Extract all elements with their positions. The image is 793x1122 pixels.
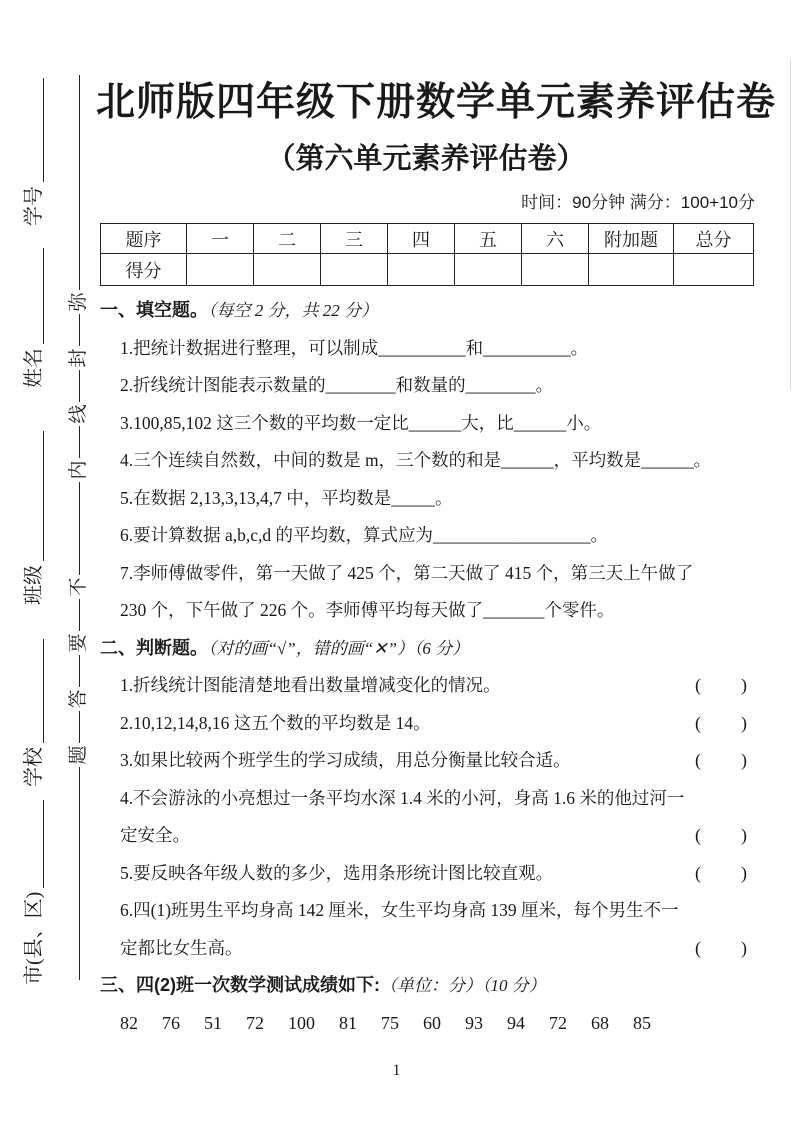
score-row-label: 得分 [101,254,187,286]
exam-title: 北师版四年级下册数学单元素养评估卷 [96,81,777,124]
seal-char: 答 [68,689,89,709]
bracket-close: ) [741,937,747,958]
section-two-heading [100,630,755,668]
fill-item-1: 1.把统计数据进行整理，可以制成__________和__________。 [120,337,589,358]
class-label: 班级 [23,565,45,605]
score-table-header-cell: 六 [522,224,589,254]
student-number-label: 学号 [23,186,45,226]
score-value: 68 [591,1012,609,1033]
seal-char: 弥 [68,292,89,312]
scan-edge-artifact [790,60,791,390]
section-one-heading [100,292,755,330]
score-value: 93 [465,1012,483,1033]
judgment-item-text: 2.10,12,14,8,16 这五个数的平均数是 14。 [120,712,431,733]
seal-line-segment [79,482,80,575]
score-entry-cell [187,254,254,286]
score-entry-cell [589,254,674,286]
score-value: 76 [162,1012,180,1033]
bracket-open: ( [695,825,701,845]
score-value: 72 [246,1012,264,1033]
score-table-header-cell: 总分 [674,224,754,254]
answer-bracket [695,667,747,705]
answer-bracket [695,742,747,780]
bracket-open: ( [695,675,701,695]
seal-line-segment [79,426,80,458]
seal-char: 线 [68,404,89,424]
city-county-district-blank-line [20,800,44,888]
name-blank-line [20,248,44,344]
exam-subtitle: （第六单元素养评估卷） [266,143,586,175]
score-table-header-row [101,224,754,254]
seal-line-segment [79,767,80,980]
name-label: 姓名 [23,348,45,388]
answer-bracket [695,817,747,855]
judgment-item-1 [100,667,755,705]
score-table-header-cell: 二 [254,224,321,254]
judgment-item-6 [100,892,755,967]
bracket-close: ) [741,862,747,883]
seal-char: 要 [68,633,89,653]
school-blank-line [20,639,44,743]
judgment-item-text: 6.四(1)班男生平均身高 142 厘米，女生平均身高 139 厘米，每个男生不一定都比女生高。 [120,900,679,958]
section-two-note: （对的画“√”，错的画“✕”）（6 分） [208,638,470,658]
score-value: 72 [549,1012,567,1033]
fill-item-3: 3.100,85,102 这三个数的平均数一定比______大，比______小。 [120,412,602,433]
seal-line-segment [79,599,80,631]
sidebar-field-city-county-district [20,800,46,985]
seal-line-segment [79,655,80,687]
bracket-close: ) [741,712,747,733]
seal-char: 不 [68,577,89,597]
school-label: 学校 [23,747,45,787]
bracket-close: ) [741,825,747,845]
score-table-header-cell: 三 [321,224,388,254]
score-value: 60 [423,1012,441,1033]
answer-bracket [695,705,747,743]
bracket-open: ( [695,937,701,958]
bracket-open: ( [695,712,701,733]
exam-time-score-info: 时间：90分钟 满分：100+10分 [521,193,755,212]
score-table [100,223,754,286]
score-value: 100 [288,1012,315,1033]
score-value: 81 [339,1012,357,1033]
answer-bracket [695,855,747,893]
seal-char: 内 [68,460,89,480]
bracket-open: ( [695,750,701,770]
bracket-close: ) [741,750,747,770]
score-entry-cell [254,254,321,286]
judgment-item-text: 3.如果比较两个班学生的学习成绩，用总分衡量比较合适。 [120,750,571,770]
city-county-district-label: 市(县、区) [23,891,45,985]
score-table-header-cell: 附加题 [589,224,674,254]
score-table-header-cell: 五 [455,224,522,254]
sidebar-field-school [20,639,46,787]
bracket-close: ) [741,675,747,695]
score-entry-cell [522,254,589,286]
score-value: 85 [633,1012,651,1033]
fill-item-6: 6.要计算数据 a,b,c,d 的平均数，算式应为__________________。 [120,525,609,545]
seal-line-segment [79,711,80,743]
score-entry-cell [455,254,522,286]
section-one-title: 一、填空题。 [100,300,208,320]
judgment-item-text: 5.要反映各年级人数的多少，选用条形统计图比较直观。 [120,862,554,883]
seal-char: 封 [68,348,89,368]
seal-line-segment [79,370,80,402]
sidebar-field-name [20,248,46,388]
sidebar-field-class [20,431,46,605]
fill-item-7: 7.李师傅做零件，第一天做了 425 个，第二天做了 415 个，第三天上午做了 230 个，下午做了 226 个。李师傅平均每天做了_______个零件。 [120,562,694,620]
sealing-line [66,75,92,980]
class-blank-line [20,431,44,561]
score-entry-cell [388,254,455,286]
sidebar-field-student-number [20,78,46,226]
section-two-title: 二、判断题。 [100,637,208,658]
score-table-header-cell: 一 [187,224,254,254]
score-value: 51 [204,1012,222,1033]
fill-item-2: 2.折线统计图能表示数量的________和数量的________。 [120,375,554,395]
judgment-item-5 [100,855,755,893]
test-scores-row [100,1005,755,1043]
judgment-item-4 [100,780,755,855]
fill-item-5: 5.在数据 2,13,3,13,4,7 中，平均数是_____。 [120,487,453,508]
section-one-note: （每空 2 分，共 22 分） [208,301,378,320]
bracket-open: ( [695,862,701,883]
score-value: 75 [381,1012,399,1033]
section-three-note: （单位：分）（10 分） [380,976,546,995]
score-value: 82 [120,1012,138,1033]
score-table-score-row [101,254,754,286]
page-number: 1 [392,1062,401,1079]
score-entry-cell [674,254,754,286]
section-three-heading [100,967,755,1005]
fill-item-4: 4.三个连续自然数，中间的数是 m，三个数的和是______，平均数是______。 [120,450,712,470]
score-table-header-cell: 四 [388,224,455,254]
judgment-item-text: 4.不会游泳的小亮想过一条平均水深 1.4 米的小河，身高 1.6 米的他过河一定安全。 [120,787,685,845]
section-three-title: 三、四(2)班一次数学测试成绩如下: [100,975,380,995]
score-entry-cell [321,254,388,286]
judgment-item-2 [100,705,755,743]
score-value: 94 [507,1012,525,1033]
seal-line-segment [79,314,80,346]
judgment-item-text: 1.折线统计图能清楚地看出数量增减变化的情况。 [120,675,501,695]
exam-body [100,292,755,1042]
seal-char: 题 [68,745,89,765]
answer-bracket [695,930,747,968]
student-number-blank-line [20,78,44,182]
score-table-header-cell: 题序 [101,224,187,254]
seal-line-segment [79,75,80,290]
judgment-item-3 [100,742,755,780]
